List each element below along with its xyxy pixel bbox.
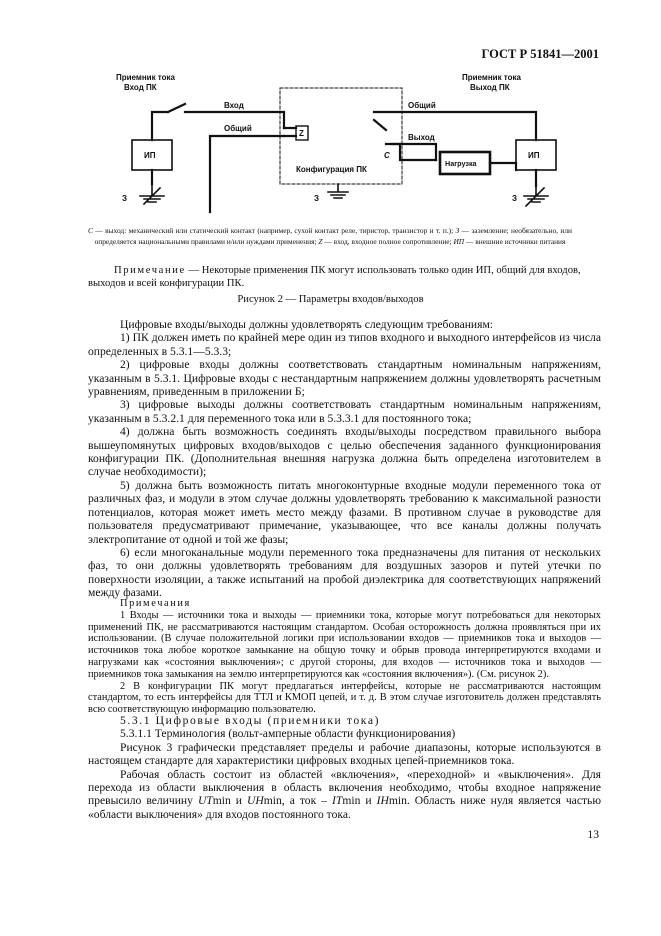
- legend-g: З: [455, 226, 460, 235]
- requirement-5: 5) должна быть возможность питать многоконтурные входные модули переменного тока от различных фаз, и модули в этом случае должны удовлетворять требованию к максимальной разности потенциалов, которая может иметь место между фазами. В противном случае в руководстве для пользователя предусматривают примечание, указывающее, что все каналы должны получать электропитание от одной и той же фазы;: [88, 478, 601, 546]
- left-common-return: [210, 136, 284, 212]
- legend-text-3: — вход, входное полное сопротивление;: [322, 236, 454, 246]
- common-left-label: Общий: [224, 124, 252, 133]
- requirement-6: 6) если многоканальные модули переменного тока предназначены для питания от нескольких фаз, то они должны удовлетворять требованиям для воздушных зазоров и путей утечки по поверхности изоляции, а также испытаний на пробой диэлектрика для соответствующих напряжений между фазами.: [88, 545, 601, 600]
- section-paragraph-1: Рисунок 3 графически представляет пределы и рабочие диапазоны, которые используются в настоящем стандарте для характеристики цифровых входных цепей-приемников тока.: [88, 740, 601, 768]
- right-common-wire: [374, 112, 536, 140]
- requirement-3: 3) цифровые выходы должны соответствовать стандартным номинальным напряжениям, указанным в 5.3.2.1 для переменного тока или в 5.3.3.1 для постоянного тока;: [88, 398, 601, 425]
- ip-right-label: ИП: [528, 151, 540, 160]
- load-return: [490, 163, 516, 170]
- ground-mid: [328, 184, 348, 198]
- legend-text-4: — внешние источники питания: [464, 236, 566, 246]
- io-diagram: [60, 68, 600, 218]
- legend-c: C: [88, 226, 93, 235]
- ground-left-label: З: [122, 194, 128, 203]
- figure-legend: [88, 226, 572, 248]
- c-label: C: [384, 151, 390, 160]
- document-header: ГОСТ Р 51841—2001: [481, 47, 599, 61]
- note-word: Примечание: [114, 265, 186, 276]
- common-right-label: Общий: [408, 101, 436, 110]
- requirements-block: [88, 318, 601, 600]
- left-label-line2: Вход ПК: [124, 83, 157, 92]
- legend-text-1: — выход: механический или статический контакт (например, сухой контакт реле, тиристор, транзистор и т. п.);: [92, 226, 456, 235]
- figure-note: [88, 264, 602, 291]
- requirements-intro: Цифровые входы/выходы должны удовлетворять следующим требованиям:: [120, 318, 494, 331]
- note-2: 2 В конфигурации ПК могут предлагаться интерфейсы, которые не рассматриваются настоящим стандартом, то есть интерфейсы для ТТЛ и КМОП цепей, и т. д. В этом случае изготовитель должен представлять всю соответствующую информацию пользователю.: [88, 680, 601, 716]
- legend-text-2: — заземление; необязательно, или определяется национальными правилами и/или нуждами применения;: [94, 226, 572, 246]
- p2-text-b: min. Область ниже нуля является частью «области выключения» для входов постоянного тока.: [88, 794, 601, 821]
- page-number: 13: [587, 828, 599, 841]
- ground-mid-label: З: [314, 194, 320, 203]
- config-label: Конфигурация ПК: [296, 165, 367, 174]
- section-5311-title: 5.3.1.1 Терминология (вольт-амперные области функционирования): [120, 727, 456, 741]
- section-531-title: 5.3.1 Цифровые входы (приемники тока): [120, 714, 381, 727]
- p2-min2: min, а ток –: [263, 794, 333, 808]
- sym-ih: IH: [376, 794, 389, 808]
- p2-text-a: Рабочая область состоит из областей «включения», «переходной» и «выключения». Для перехода из области выключения в область включения необходимо, чтобы входное напряжение превысило величину: [88, 767, 601, 808]
- requirement-4: 4) должна быть возможность соединять входы/выходы посредством правильного выбора вышеупомянутых цифровых входов/выходов с целью обеспечения заданного функционирования конфигурации ПК. (Дополнительная внешняя нагрузка должна быть определена изготовителем в случае необходимости);: [88, 425, 601, 479]
- load-label: Нагрузка: [445, 159, 477, 168]
- right-output-wire: [392, 144, 436, 160]
- z-label: Z: [299, 129, 304, 138]
- left-label-line1: Приемник тока: [116, 73, 175, 82]
- right-label-line1: Приемник тока: [462, 73, 521, 82]
- figure-caption: Рисунок 2 — Параметры входов/выходов: [237, 294, 424, 305]
- p2-min1: min и: [212, 794, 248, 808]
- legend-z: Z: [318, 236, 323, 246]
- section-paragraph-2: [88, 768, 601, 822]
- ip-left-label: ИП: [144, 151, 156, 160]
- left-input-wire: [152, 104, 284, 140]
- p2-min3: min и: [342, 794, 377, 808]
- section-531: [88, 714, 601, 821]
- ground-right: [524, 186, 548, 206]
- requirement-2: 2) цифровые входы должны соответствовать стандартным номинальным напряжениям, указанным в 5.3.1. Цифровые входы с нестандартным напряжением должны удовлетворять расчетным уравнениям, приведенным в приложении Б;: [88, 358, 601, 399]
- notes-block: [88, 598, 601, 716]
- sym-ut: UT: [197, 794, 213, 808]
- note-1: 1 Входы — источники тока и выходы — приемники тока, которые могут потребоваться для некоторых применений ПК, не рассматриваются настоящим стандартом. Особая осторожность должна проявляться при их использовании. (В случае положительной логики при использовании входов — приемников тока и выходов — источников тока любое короткое замыкание на общую точку и обрыв провода интерпретируются входами и нагрузками как «состояния выключения»; с другой стороны, для входов — источников тока и выходов — приемников тока замыкания на землю интерпретируются как «состояния включения»). (См. рисунок 2).: [88, 609, 601, 680]
- sym-uh: UH: [247, 794, 264, 808]
- requirement-1: 1) ПК должен иметь по крайней мере один из типов входного и выходного интерфейсов из числа определенных в 5.3.1—5.3.3;: [88, 331, 601, 358]
- right-label-line2: Выход ПК: [470, 83, 510, 92]
- notes-title: Примечания: [120, 598, 191, 609]
- legend-ip: ИП: [453, 236, 465, 246]
- note-text: — Некоторые применения ПК могут использовать только один ИП, общий для входов, выходов и всей конфигурации ПК.: [88, 265, 581, 290]
- output-label: Выход: [408, 133, 435, 142]
- ground-right-label: З: [512, 194, 518, 203]
- sym-it: IT: [332, 794, 343, 808]
- input-label: Вход: [224, 101, 244, 110]
- ground-left: [140, 184, 164, 204]
